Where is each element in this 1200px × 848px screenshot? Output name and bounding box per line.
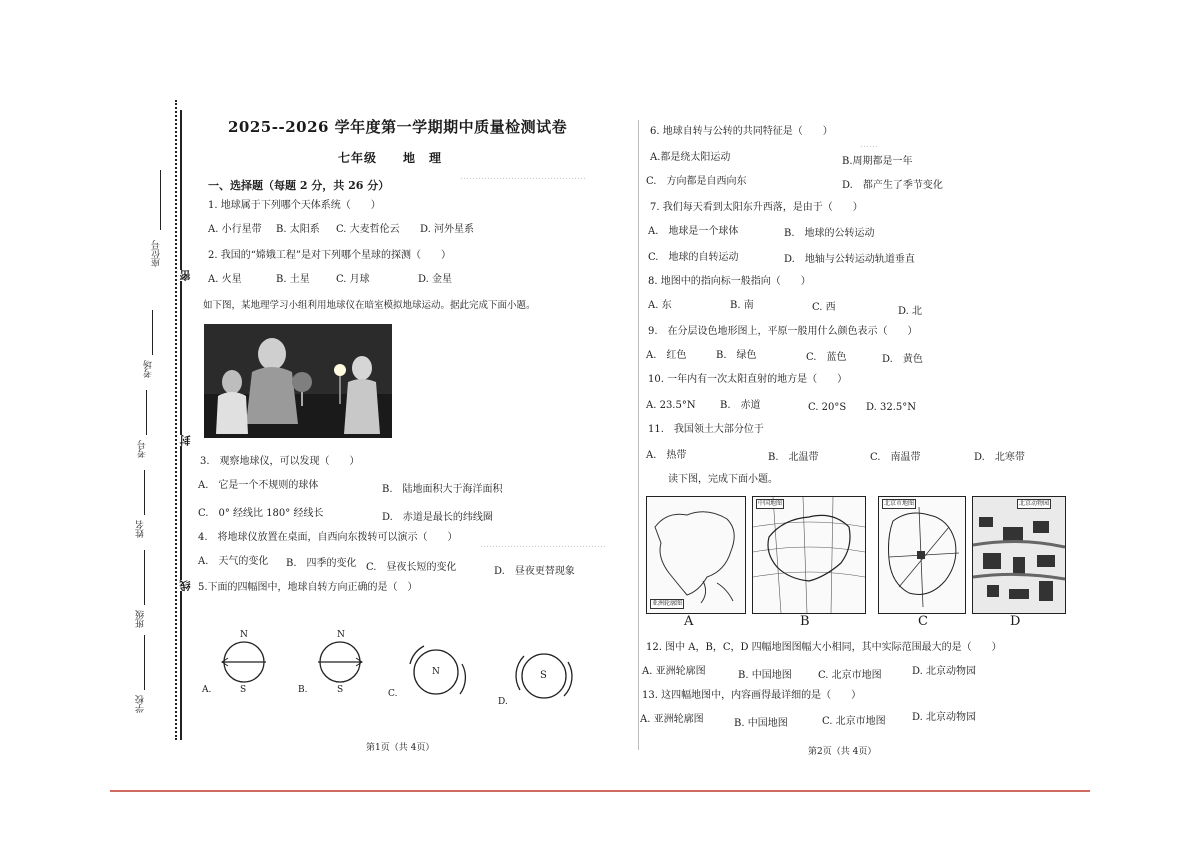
q5-globe-b-north: N bbox=[337, 630, 345, 640]
q6-stem: 6. 地球自转与公转的共同特征是（ ） bbox=[650, 126, 833, 137]
exam-number-label: 考号 bbox=[138, 440, 148, 458]
q6-option-a[interactable]: A.都是绕太阳运动 bbox=[650, 152, 731, 163]
binding-sidebar bbox=[120, 90, 190, 750]
exam-title: 2025--2026 学年度第一学期期中质量检测试卷 bbox=[228, 118, 568, 136]
q2-option-d[interactable]: D. 金星 bbox=[418, 274, 453, 285]
q12-option-a[interactable]: A. 亚洲轮廓图 bbox=[642, 666, 706, 677]
q13-stem: 13. 这四幅地图中，内容画得最详细的是（ ） bbox=[642, 690, 862, 701]
q5-globe-b-south: S bbox=[337, 685, 344, 695]
q1-option-c[interactable]: C. 大麦哲伦云 bbox=[336, 224, 400, 235]
q13-option-d[interactable]: D. 北京动物园 bbox=[912, 712, 977, 723]
q8-stem: 8. 地图中的指向标一般指向（ ） bbox=[648, 276, 811, 287]
q5-label-b: B. bbox=[298, 685, 308, 695]
q12-stem: 12. 图中 A，B，C，D 四幅地图图幅大小相同，其中实际范围最大的是（ ） bbox=[646, 642, 1002, 653]
class-label: 班级 bbox=[136, 610, 146, 628]
q5-stem: 5.下面的四幅图中，地球自转方向正确的是（ ） bbox=[198, 582, 418, 593]
q2-option-c[interactable]: C. 月球 bbox=[336, 274, 370, 285]
section-heading: 一、选择题（每题 2 分，共 26 分） bbox=[208, 179, 390, 192]
page2-footer: 第2页（共 4页） bbox=[808, 747, 877, 757]
q5-globe-a[interactable] bbox=[222, 642, 266, 682]
q5-globe-c-center: N bbox=[432, 667, 440, 677]
q10-stem: 10. 一年内有一次太阳直射的地方是（ ） bbox=[648, 374, 848, 385]
q10-option-c[interactable]: C. 20°S bbox=[808, 402, 847, 413]
q5-globe-a-south: S bbox=[240, 685, 247, 695]
q8-option-b[interactable]: B. 南 bbox=[730, 300, 754, 311]
q5-label-d: D. bbox=[498, 697, 508, 707]
map-beijing-city-letter: C bbox=[918, 614, 928, 629]
q6-option-b[interactable]: B.周期都是一年 bbox=[842, 156, 913, 167]
q3-option-d[interactable]: D. 赤道是最长的纬线圈 bbox=[382, 512, 493, 523]
bottom-rule bbox=[110, 790, 1090, 792]
q11-stem: 11. 我国领土大部分位于 bbox=[648, 424, 764, 435]
q8-option-d[interactable]: D. 北 bbox=[898, 306, 923, 317]
exam-room-field[interactable] bbox=[152, 310, 153, 355]
q9-option-d[interactable]: D. 黄色 bbox=[882, 354, 923, 365]
q11-option-a[interactable]: A. 热带 bbox=[646, 450, 687, 461]
q6-option-c[interactable]: C. 方向都是自西向东 bbox=[646, 176, 747, 187]
q1-option-b[interactable]: B. 太阳系 bbox=[276, 224, 320, 235]
q4-stem: 4. 将地球仪放置在桌面，自西向东拨转可以演示（ ） bbox=[198, 532, 458, 543]
figure-intro: 如下图，某地理学习小组利用地球仪在暗室模拟地球运动。据此完成下面小题。 bbox=[203, 300, 536, 311]
q3-option-b[interactable]: B. 陆地面积大于海洋面积 bbox=[382, 484, 503, 495]
q8-option-c[interactable]: C. 西 bbox=[812, 302, 836, 313]
q5-globe-b[interactable] bbox=[318, 642, 362, 682]
map-beijing-city bbox=[878, 496, 966, 614]
q4-option-a[interactable]: A. 天气的变化 bbox=[198, 556, 269, 567]
seal-char-mi: 密 bbox=[179, 270, 192, 281]
q5-globe-a-north: N bbox=[240, 630, 248, 640]
exam-subtitle: 七年级 地 理 bbox=[338, 151, 443, 165]
page-divider bbox=[638, 120, 639, 750]
map-asia-outline bbox=[646, 496, 746, 614]
q12-option-c[interactable]: C. 北京市地图 bbox=[818, 670, 882, 681]
map-intro: 读下图，完成下面小题。 bbox=[668, 474, 778, 485]
map-beijing-zoo-letter: D bbox=[1010, 614, 1021, 629]
q10-option-d[interactable]: D. 32.5°N bbox=[866, 402, 917, 413]
map-china-caption: 中国地图 bbox=[758, 500, 783, 507]
school-field[interactable] bbox=[144, 635, 145, 690]
q4-option-d[interactable]: D. 昼夜更替现象 bbox=[494, 566, 575, 577]
q5-globe-d-center: S bbox=[540, 670, 547, 681]
school-label: 学校 bbox=[136, 695, 146, 713]
q7-stem: 7. 我们每天看到太阳东升西落，是由于（ ） bbox=[650, 202, 863, 213]
name-field[interactable] bbox=[144, 470, 145, 515]
q9-stem: 9. 在分层设色地形图上，平原一般用什么颜色表示（ ） bbox=[648, 326, 918, 337]
q4-option-c[interactable]: C. 昼夜长短的变化 bbox=[366, 562, 457, 573]
q3-stem: 3. 观察地球仪，可以发现（ ） bbox=[200, 456, 360, 467]
map-asia-caption: 亚洲轮廓图 bbox=[652, 600, 683, 607]
q2-option-b[interactable]: B. 土星 bbox=[276, 274, 310, 285]
bleed-through-text: …………………………………… bbox=[480, 540, 606, 550]
q7-option-a[interactable]: A. 地球是一个球体 bbox=[648, 226, 739, 237]
q7-option-d[interactable]: D. 地轴与公转运动轨道垂直 bbox=[784, 254, 915, 265]
q1-stem: 1. 地球属于下列哪个天体系统（ ） bbox=[208, 200, 381, 211]
q11-option-d[interactable]: D. 北寒带 bbox=[974, 452, 1025, 463]
q12-option-b[interactable]: B. 中国地图 bbox=[738, 670, 792, 681]
q3-option-c[interactable]: C. 0° 经线比 180° 经线长 bbox=[198, 508, 324, 519]
q5-label-c: C. bbox=[388, 689, 398, 699]
bleed-through-text: …… bbox=[860, 140, 878, 150]
q9-option-a[interactable]: A. 红色 bbox=[646, 350, 687, 361]
name-label: 姓名 bbox=[136, 520, 146, 538]
map-beijing-zoo-caption: 北京动物园 bbox=[1019, 500, 1050, 507]
seat-number-label: 座位号 bbox=[152, 240, 162, 267]
map-beijing-zoo bbox=[972, 496, 1066, 614]
bleed-through-text: …………………………………… bbox=[460, 172, 586, 182]
exam-room-label: 考场 bbox=[144, 360, 154, 378]
q13-option-c[interactable]: C. 北京市地图 bbox=[822, 716, 886, 727]
seat-number-field[interactable] bbox=[160, 170, 161, 230]
q7-option-b[interactable]: B. 地球的公转运动 bbox=[784, 228, 875, 239]
seal-line bbox=[175, 100, 177, 740]
q10-option-a[interactable]: A. 23.5°N bbox=[646, 400, 696, 411]
q8-option-a[interactable]: A. 东 bbox=[648, 300, 672, 311]
binding-rule bbox=[180, 110, 182, 740]
q3-option-a[interactable]: A. 它是一个不规则的球体 bbox=[198, 480, 319, 491]
q1-option-d[interactable]: D. 河外星系 bbox=[420, 224, 475, 235]
q9-option-b[interactable]: B. 绿色 bbox=[716, 350, 757, 361]
q7-option-c[interactable]: C. 地球的自转运动 bbox=[648, 252, 739, 263]
q9-option-c[interactable]: C. 蓝色 bbox=[806, 352, 847, 363]
q4-option-b[interactable]: B. 四季的变化 bbox=[286, 558, 357, 569]
q6-option-d[interactable]: D. 都产生了季节变化 bbox=[842, 180, 943, 191]
q13-option-b[interactable]: B. 中国地图 bbox=[734, 718, 788, 729]
seal-char-xian: 线 bbox=[179, 580, 192, 591]
seal-char-feng: 封 bbox=[179, 435, 192, 446]
q11-option-b[interactable]: B. 北温带 bbox=[768, 452, 819, 463]
q10-option-b[interactable]: B. 赤道 bbox=[720, 400, 761, 411]
map-china bbox=[752, 496, 866, 614]
q5-diagrams bbox=[198, 622, 598, 712]
map-beijing-city-caption: 北京市地图 bbox=[884, 500, 915, 507]
q11-option-c[interactable]: C. 南温带 bbox=[870, 452, 921, 463]
exam-number-field[interactable] bbox=[146, 390, 147, 435]
q5-label-a: A. bbox=[202, 685, 212, 695]
page1-footer: 第1页（共 4页） bbox=[366, 743, 435, 753]
q2-stem: 2. 我国的“嫦娥工程”是对下列哪个星球的探测（ ） bbox=[208, 250, 451, 261]
map-asia-letter: A bbox=[684, 614, 694, 629]
q13-option-a[interactable]: A. 亚洲轮廓图 bbox=[640, 714, 704, 725]
map-china-letter: B bbox=[800, 614, 810, 629]
q2-option-a[interactable]: A. 火星 bbox=[208, 274, 242, 285]
globe-experiment-photo bbox=[204, 324, 392, 438]
q1-option-a[interactable]: A. 小行星带 bbox=[208, 224, 262, 235]
class-field[interactable] bbox=[144, 550, 145, 605]
q12-option-d[interactable]: D. 北京动物园 bbox=[912, 666, 977, 677]
